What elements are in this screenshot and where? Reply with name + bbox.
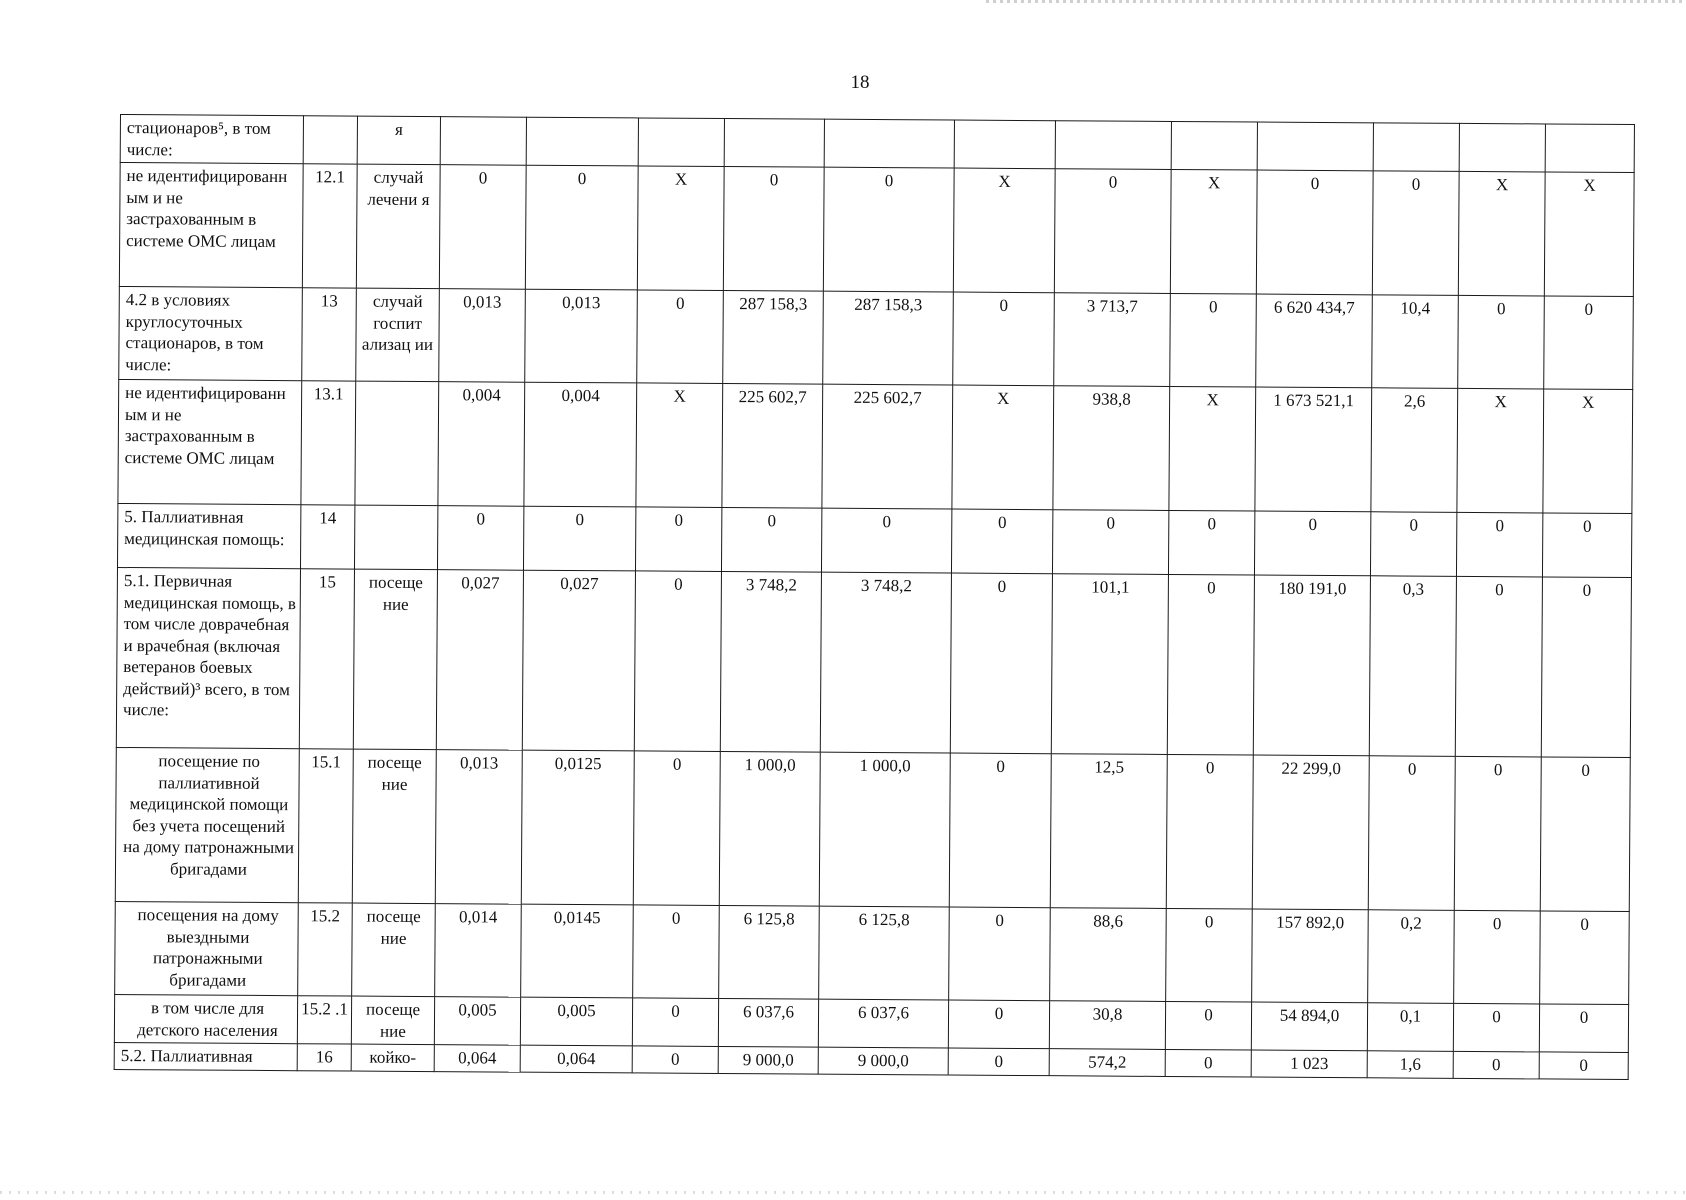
- value-cell: 0,064: [434, 1045, 520, 1072]
- value-cell: 101,1: [1051, 574, 1168, 755]
- value-cell: 6 037,6: [718, 998, 818, 1047]
- row-code-cell: 16: [297, 1044, 351, 1071]
- value-cell: 88,6: [1050, 908, 1167, 1002]
- table-row: [117, 503, 1631, 577]
- value-cell: 0: [1542, 513, 1631, 578]
- value-cell: 0: [1372, 171, 1459, 296]
- value-cell: 0: [1454, 756, 1541, 911]
- row-unit-cell: [355, 381, 439, 506]
- row-name-cell: 5.2. Паллиативная: [114, 1042, 297, 1070]
- value-cell: 0: [1539, 1052, 1628, 1079]
- value-cell: 0: [1454, 910, 1541, 1004]
- value-cell: 0: [1165, 1001, 1251, 1050]
- row-unit-cell: посеще ние: [353, 569, 437, 750]
- value-cell: 6 125,8: [819, 906, 950, 1000]
- data-table: [114, 114, 1635, 1080]
- value-cell: 22 299,0: [1252, 755, 1369, 910]
- page-number: 18: [850, 72, 870, 93]
- value-cell: X: [637, 166, 724, 291]
- value-cell: 0,013: [435, 750, 522, 905]
- value-cell: X: [1458, 171, 1545, 296]
- value-cell: 0: [950, 573, 1052, 754]
- value-cell: 225 602,7: [822, 384, 953, 509]
- row-unit-cell: случай госпит ализац ии: [356, 288, 440, 382]
- value-cell: 0: [1544, 296, 1634, 390]
- value-cell: 2,6: [1371, 388, 1458, 513]
- value-cell: 0: [1456, 512, 1542, 577]
- value-cell: X: [952, 385, 1054, 510]
- value-cell: 0,0145: [521, 904, 634, 998]
- value-cell: [954, 120, 1055, 169]
- row-name-cell: не идентифицированн ым и не застрахованным в системе ОМС лицам: [118, 379, 302, 504]
- scan-edge-bottom: [0, 1191, 1686, 1194]
- value-cell: 0: [437, 506, 523, 571]
- value-cell: 0: [1540, 757, 1630, 912]
- value-cell: 6 125,8: [719, 905, 820, 999]
- value-cell: 0: [1455, 576, 1542, 757]
- table-row: [115, 901, 1630, 1004]
- value-cell: 0: [948, 1048, 1049, 1075]
- row-unit-cell: посеще ние: [352, 903, 436, 997]
- value-cell: [724, 119, 824, 168]
- value-cell: [824, 119, 954, 168]
- value-cell: 287 158,3: [723, 291, 824, 385]
- value-cell: 1 673 521,1: [1255, 387, 1372, 512]
- value-cell: 0: [1256, 170, 1373, 295]
- row-name-cell: не идентифицированн ым и не застрахованным в системе ОМС лицам: [119, 163, 303, 288]
- table-body: [114, 115, 1634, 1080]
- value-cell: 0: [1165, 1049, 1251, 1076]
- value-cell: 30,8: [1049, 1001, 1165, 1050]
- value-cell: X: [953, 168, 1055, 293]
- row-name-cell: посещения на дому выездными патронажными бригадами: [115, 901, 299, 995]
- row-name-cell: стационаров⁵, в том числе:: [120, 115, 303, 164]
- value-cell: 574,2: [1049, 1049, 1165, 1076]
- value-cell: [440, 117, 526, 166]
- value-cell: 287 158,3: [823, 291, 954, 385]
- value-cell: 0,004: [524, 382, 637, 507]
- value-cell: 0: [1458, 295, 1545, 389]
- value-cell: 0,1: [1367, 1003, 1453, 1052]
- value-cell: 0: [1052, 510, 1168, 575]
- value-cell: 0: [1254, 511, 1370, 576]
- value-cell: 0: [632, 998, 718, 1047]
- value-cell: 3 748,2: [820, 572, 951, 753]
- value-cell: 0: [525, 165, 638, 290]
- value-cell: 3 713,7: [1054, 293, 1171, 387]
- value-cell: 0: [821, 508, 951, 573]
- row-name-cell: 5.1. Первичная медицинская помощь, в том числе доврачебная и врачебная (включая ветеранов боевых действий)³ всего, в том числе:: [116, 567, 300, 748]
- value-cell: [1257, 122, 1373, 171]
- value-cell: 0,013: [439, 289, 526, 383]
- row-code-cell: 12.1: [302, 164, 357, 288]
- table-row: [118, 379, 1633, 513]
- value-cell: 0: [1539, 1004, 1628, 1053]
- value-cell: 0,014: [435, 904, 522, 998]
- value-cell: [1373, 123, 1459, 172]
- row-name-cell: в том числе для детского населения: [114, 994, 297, 1043]
- value-cell: 1,6: [1367, 1051, 1453, 1078]
- row-code-cell: 15: [299, 569, 354, 749]
- value-cell: 0,027: [436, 570, 523, 751]
- value-cell: 0,027: [522, 570, 635, 751]
- value-cell: 0: [948, 1000, 1049, 1049]
- row-unit-cell: случай лечени я: [356, 164, 440, 289]
- value-cell: 0: [949, 907, 1051, 1001]
- value-cell: 180 191,0: [1253, 575, 1370, 756]
- row-unit-cell: посеще ние: [351, 996, 434, 1045]
- value-cell: 0: [1453, 1051, 1539, 1078]
- value-cell: [638, 118, 724, 167]
- table-row: [115, 747, 1630, 911]
- value-cell: X: [1457, 388, 1544, 513]
- value-cell: 938,8: [1053, 386, 1170, 511]
- row-code-cell: 15.1: [298, 749, 353, 903]
- value-cell: X: [1543, 389, 1633, 514]
- value-cell: [1171, 121, 1257, 170]
- value-cell: 0,005: [520, 997, 632, 1046]
- value-cell: 0: [1541, 577, 1631, 758]
- value-cell: 0: [1540, 911, 1630, 1005]
- row-code-cell: 15.2: [298, 903, 353, 996]
- value-cell: 1 000,0: [719, 751, 820, 906]
- value-cell: 0: [1370, 512, 1456, 577]
- value-cell: 3 748,2: [720, 571, 821, 752]
- value-cell: [1545, 124, 1634, 173]
- value-cell: 0,3: [1369, 576, 1456, 757]
- value-cell: 0: [633, 751, 720, 906]
- value-cell: 0: [1368, 756, 1455, 911]
- value-cell: 0,2: [1368, 910, 1455, 1004]
- value-cell: 0: [1166, 754, 1253, 909]
- table-container: [114, 114, 1635, 1080]
- value-cell: 0,064: [520, 1045, 632, 1072]
- table-row: [116, 567, 1631, 757]
- value-cell: 0: [823, 167, 954, 292]
- value-cell: 0: [723, 167, 824, 292]
- value-cell: 9 000,0: [718, 1046, 818, 1073]
- value-cell: 0: [635, 507, 721, 572]
- value-cell: 0: [951, 509, 1052, 574]
- row-unit-cell: койко-: [351, 1044, 434, 1071]
- value-cell: X: [1544, 172, 1634, 297]
- row-code-cell: 13.1: [301, 381, 356, 505]
- value-cell: 0,004: [438, 382, 525, 507]
- value-cell: [526, 117, 638, 166]
- value-cell: 0: [632, 1046, 718, 1073]
- value-cell: 0: [439, 165, 526, 290]
- row-name-cell: 5. Паллиативная медицинская помощь:: [117, 503, 300, 568]
- value-cell: 0: [1170, 293, 1257, 387]
- row-code-cell: 15.2 .1: [297, 996, 351, 1044]
- value-cell: 0: [634, 571, 721, 752]
- value-cell: 0: [1166, 908, 1253, 1002]
- value-cell: X: [1170, 169, 1257, 294]
- row-unit-cell: [354, 505, 437, 570]
- value-cell: 0,0125: [521, 750, 634, 905]
- value-cell: [1055, 121, 1171, 170]
- value-cell: 6 037,6: [818, 999, 948, 1048]
- value-cell: 0: [637, 290, 724, 384]
- table-row: [119, 163, 1634, 297]
- value-cell: 10,4: [1372, 295, 1459, 389]
- value-cell: 0: [1453, 1003, 1539, 1052]
- row-code-cell: 14: [300, 505, 354, 569]
- scan-edge-top: [986, 0, 1686, 3]
- value-cell: 1 023: [1251, 1050, 1367, 1077]
- value-cell: 0: [949, 753, 1051, 908]
- value-cell: 0: [953, 292, 1055, 386]
- row-code-cell: [303, 116, 357, 164]
- value-cell: 0,005: [434, 997, 520, 1046]
- value-cell: 0: [1054, 169, 1171, 294]
- value-cell: 6 620 434,7: [1256, 294, 1373, 388]
- row-unit-cell: я: [357, 116, 440, 165]
- value-cell: 0: [523, 506, 635, 571]
- value-cell: 1 000,0: [819, 752, 950, 907]
- row-unit-cell: посеще ние: [352, 749, 436, 904]
- value-cell: 54 894,0: [1251, 1002, 1367, 1051]
- row-name-cell: 4.2 в условиях круглосуточных стационаров, в том числе:: [119, 286, 303, 380]
- row-code-cell: 13: [302, 288, 357, 381]
- value-cell: [1459, 123, 1545, 172]
- value-cell: 0: [721, 508, 821, 573]
- value-cell: 0: [1168, 510, 1254, 575]
- table-row: [119, 286, 1634, 389]
- value-cell: 9 000,0: [818, 1047, 948, 1074]
- value-cell: 12,5: [1050, 754, 1167, 909]
- value-cell: X: [1169, 386, 1256, 511]
- value-cell: 225 602,7: [722, 384, 823, 509]
- value-cell: X: [636, 383, 723, 508]
- value-cell: 0,013: [525, 289, 638, 383]
- value-cell: 157 892,0: [1252, 909, 1369, 1003]
- row-name-cell: посещение по паллиативной медицинской помощи без учета посещений на дому патронажными бригадами: [115, 747, 299, 902]
- value-cell: 0: [633, 905, 720, 999]
- value-cell: 0: [1167, 574, 1254, 755]
